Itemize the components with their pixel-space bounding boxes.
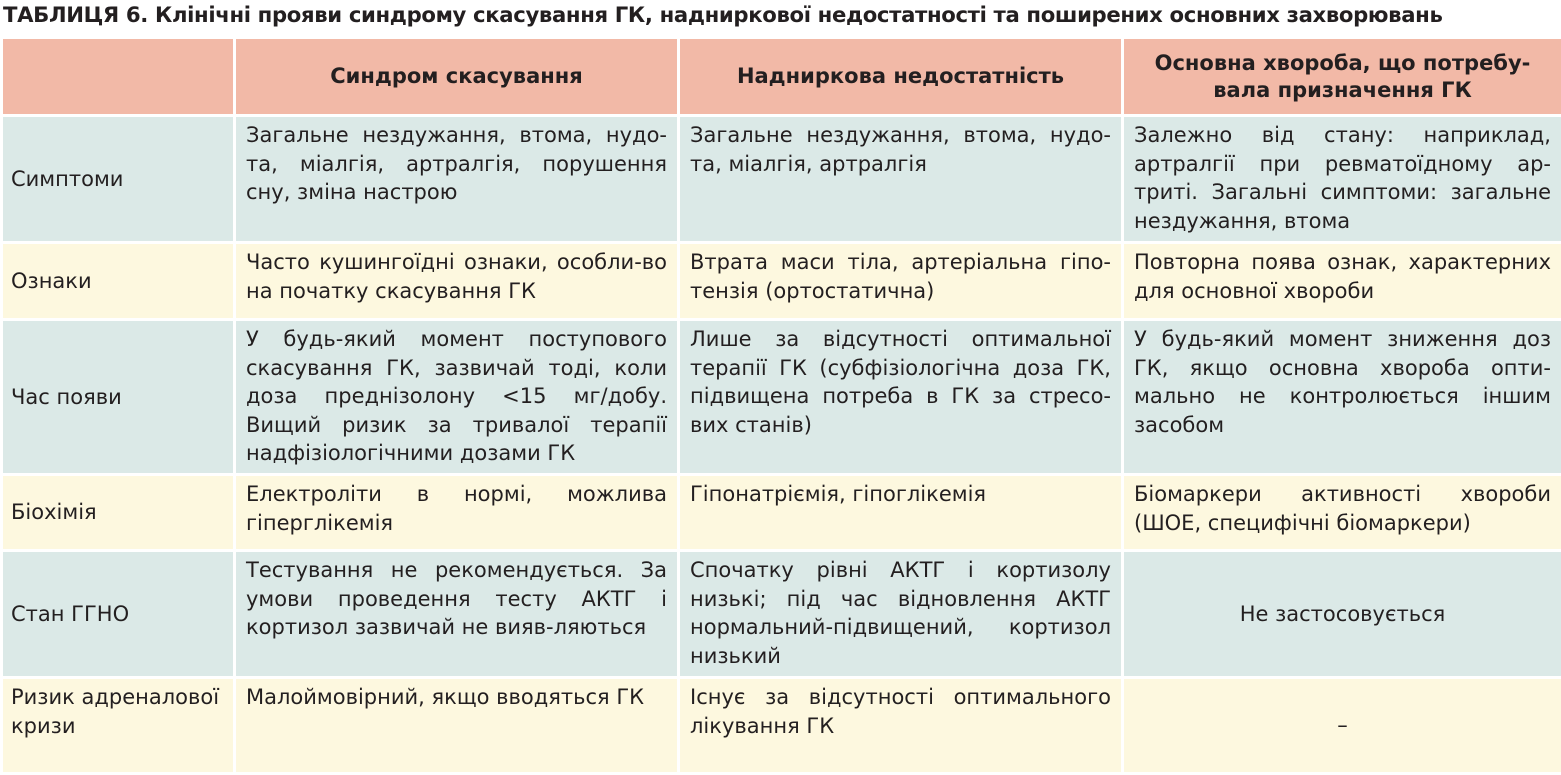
cell-adrenal: Лише за відсутності оптимальної терапії ГК (субфізіологічна доза ГК, підвищена потреба в ГК за стресо-вих станів): [679, 320, 1123, 475]
header-empty: [2, 38, 235, 116]
header-withdrawal-syndrome: Синдром скасування: [235, 38, 679, 116]
cell-underlying: У будь-який момент зниження доз ГК, якщо основна хвороба опти-мально не контролюється іншим засобом: [1123, 320, 1561, 475]
cell-withdrawal: Часто кушингоїдні ознаки, особли-во на початку скасування ГК: [235, 243, 679, 320]
cell-adrenal: Загальне нездужання, втома, нудо-та, міалгія, артралгія: [679, 116, 1123, 243]
table-row-adrenal-crisis-risk: [2, 678, 1561, 774]
table-row-onset: [2, 320, 1561, 475]
table-title: ТАБЛИЦЯ 6. Клінічні прояви синдрому скасування ГК, надниркової недостатності та поширених основних захворювань: [3, 0, 1443, 34]
cell-withdrawal: Загальне нездужання, втома, нудо-та, міалгія, артралгія, порушення сну, зміна настрою: [235, 116, 679, 243]
table-row-hpa-axis: [2, 551, 1561, 678]
row-label: Біохімія: [2, 475, 235, 551]
cell-adrenal: Існує за відсутності оптимального лікування ГК: [679, 678, 1123, 774]
row-label: Ознаки: [2, 243, 235, 320]
cell-adrenal: Гіпонатріємія, гіпоглікемія: [679, 475, 1123, 551]
cell-withdrawal: Електроліти в нормі, можлива гіперглікемія: [235, 475, 679, 551]
cell-withdrawal: У будь-який момент поступового скасування ГК, зазвичай тоді, коли доза преднізолону <15 мг/добу. Вищий ризик за тривалої терапії надфізіологічними дозами ГК: [235, 320, 679, 475]
cell-withdrawal: Малоймовірний, якщо вводяться ГК: [235, 678, 679, 774]
clinical-table: [0, 36, 1561, 775]
table-row-signs: [2, 243, 1561, 320]
row-label: Ризик адреналової кризи: [2, 678, 235, 774]
table-row-biochemistry: [2, 475, 1561, 551]
row-label: Час появи: [2, 320, 235, 475]
cell-underlying: –: [1123, 678, 1561, 774]
cell-underlying: Залежно від стану: наприклад, артралгії при ревматоїдному ар-триті. Загальні симптоми: загальне нездужання, втома: [1123, 116, 1561, 243]
cell-underlying: Не застосовується: [1123, 551, 1561, 678]
cell-underlying: Повторна поява ознак, характерних для основної хвороби: [1123, 243, 1561, 320]
table-header-row: [2, 38, 1561, 116]
row-label: Стан ГГНО: [2, 551, 235, 678]
table-row-symptoms: [2, 116, 1561, 243]
header-underlying-disease: Основна хвороба, що потребу-вала призначення ГК: [1123, 38, 1561, 116]
cell-withdrawal: Тестування не рекомендується. За умови проведення тесту АКТГ і кортизол зазвичай не вияв-ляються: [235, 551, 679, 678]
cell-adrenal: Втрата маси тіла, артеріальна гіпо-тензія (ортостатична): [679, 243, 1123, 320]
cell-underlying: Біомаркери активності хвороби (ШОЕ, специфічні біомаркери): [1123, 475, 1561, 551]
cell-adrenal: Спочатку рівні АКТГ і кортизолу низькі; під час відновлення АКТГ нормальний-підвищений, кортизол низький: [679, 551, 1123, 678]
header-adrenal-insufficiency: Надниркова недостатність: [679, 38, 1123, 116]
row-label: Симптоми: [2, 116, 235, 243]
